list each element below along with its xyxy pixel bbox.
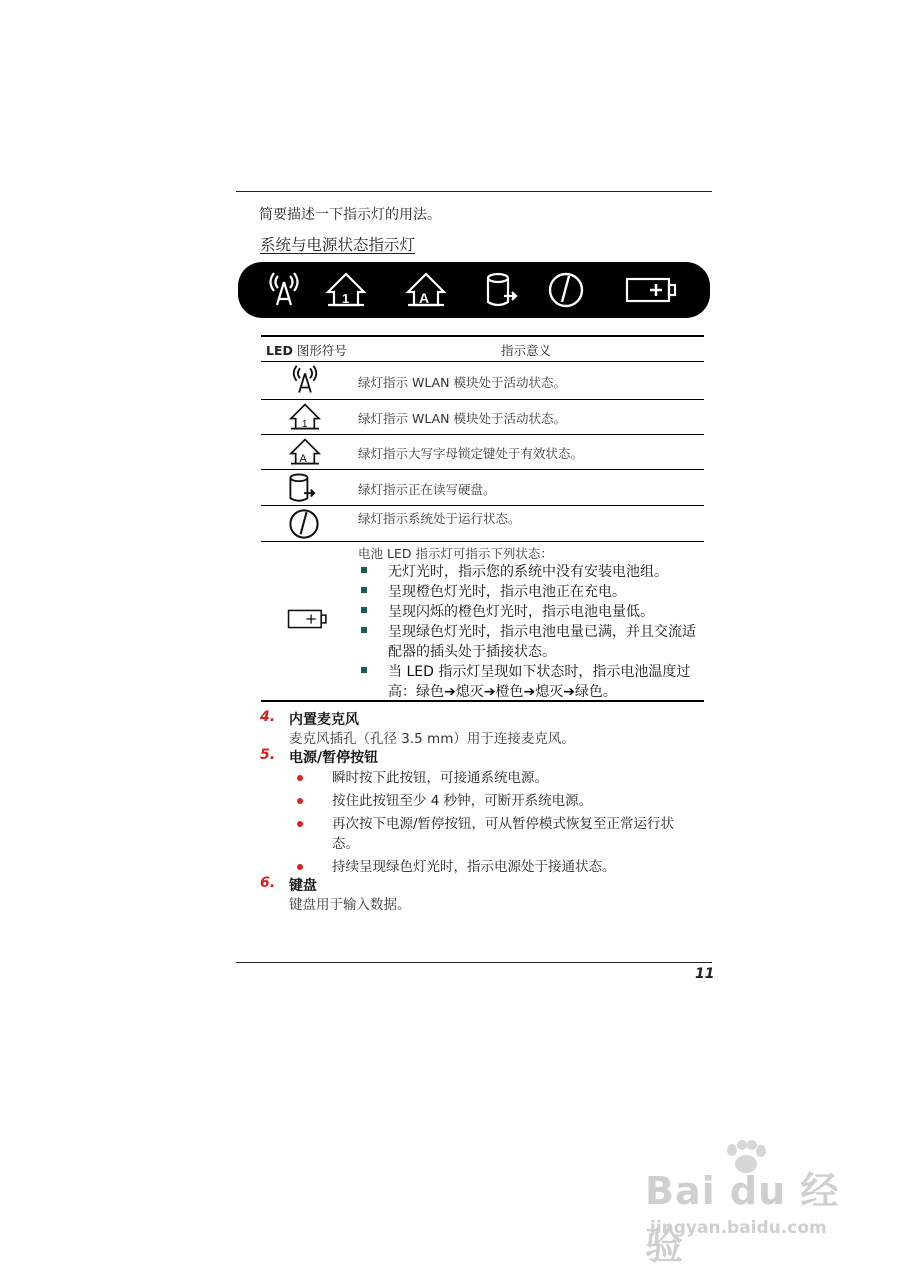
bullet-square bbox=[361, 567, 367, 573]
list-item: 呈现橙色灯光时，指示电池正在充电。 bbox=[358, 582, 703, 602]
num-lock-glyph: 1 bbox=[342, 291, 350, 306]
table-row-battery bbox=[261, 542, 704, 702]
header-col2: 指示意义 bbox=[501, 343, 552, 358]
row-desc: 绿灯指示 WLAN 模块处于活动状态。 bbox=[358, 411, 566, 426]
caps-lock-glyph: A bbox=[299, 453, 307, 466]
page-number: 11 bbox=[695, 966, 715, 982]
list-item: 按住此按钮至少 4 秒钟，可断开系统电源。 bbox=[296, 791, 716, 811]
list-item: 瞬时按下此按钮，可接通系统电源。 bbox=[296, 768, 716, 788]
bullet-square bbox=[361, 667, 367, 673]
list-item: 无灯光时，指示您的系统中没有安装电池组。 bbox=[358, 562, 703, 582]
bullet-square bbox=[361, 607, 367, 613]
caps-lock-icon bbox=[404, 272, 448, 308]
section-number: 4. bbox=[260, 709, 276, 725]
battery-state-list bbox=[358, 562, 703, 702]
num-lock-glyph: 1 bbox=[301, 419, 308, 431]
section-number: 6. bbox=[260, 875, 276, 891]
power-icon bbox=[287, 508, 321, 540]
list-item: 呈现绿色灯光时，指示电池电量已满，并且交流适配器的插头处于插接状态。 bbox=[358, 622, 703, 662]
num-lock-icon bbox=[287, 403, 323, 431]
hdd-activity-icon bbox=[287, 472, 321, 504]
section-text-microphone: 麦克风插孔（孔径 3.5 mm）用于连接麦克风。 bbox=[289, 731, 575, 747]
bullet-dot bbox=[297, 864, 303, 870]
battery-intro: 电池 LED 指示灯可指示下列状态： bbox=[358, 546, 553, 561]
power-button-list bbox=[296, 768, 716, 880]
list-item: 当 LED 指示灯呈现如下状态时，指示电池温度过高：绿色➔熄灭➔橙色➔熄灭➔绿色。 bbox=[358, 662, 703, 702]
list-item: 持续呈现绿色灯光时，指示电源处于接通状态。 bbox=[296, 857, 716, 877]
bullet-dot bbox=[297, 775, 303, 781]
row-desc: 绿灯指示 WLAN 模块处于活动状态。 bbox=[358, 375, 566, 390]
bottom-rule bbox=[236, 962, 712, 963]
list-item: 再次按下电源/暂停按钮，可从暂停模式恢复至正常运行状态。 bbox=[296, 814, 716, 854]
row-desc: 绿灯指示正在读写硬盘。 bbox=[358, 482, 496, 497]
intro-text: 简要描述一下指示灯的用法。 bbox=[259, 207, 441, 223]
watermark-url: jingyan.baidu.com bbox=[650, 1218, 827, 1238]
section-title: 系统与电源状态指示灯 bbox=[260, 236, 416, 254]
section-heading-power-button: 电源/暂停按钮 bbox=[289, 750, 379, 766]
top-rule bbox=[236, 191, 712, 192]
header-col1: LED 图形符号 bbox=[266, 343, 347, 358]
bullet-dot bbox=[297, 798, 303, 804]
table-row bbox=[261, 506, 704, 542]
wlan-antenna-icon bbox=[287, 365, 323, 395]
section-number: 5. bbox=[260, 747, 276, 763]
caps-lock-icon bbox=[287, 438, 323, 466]
table-row bbox=[261, 435, 704, 470]
bullet-square bbox=[361, 587, 367, 593]
row-desc: 绿灯指示大写字母锁定键处于有效状态。 bbox=[358, 446, 584, 461]
bullet-dot bbox=[297, 821, 303, 827]
led-table bbox=[261, 335, 704, 702]
num-lock-icon bbox=[324, 272, 368, 308]
bullet-square bbox=[361, 627, 367, 633]
table-header bbox=[261, 335, 704, 362]
battery-icon bbox=[624, 272, 680, 308]
table-row bbox=[261, 362, 704, 400]
table-row bbox=[261, 470, 704, 506]
battery-icon bbox=[283, 605, 333, 633]
section-heading-microphone: 内置麦克风 bbox=[289, 712, 359, 728]
indicator-icon-bar bbox=[238, 262, 710, 318]
row-desc: 绿灯指示系统处于运行状态。 bbox=[358, 511, 521, 526]
power-icon bbox=[546, 272, 586, 308]
watermark-brand: Bai du 经验 bbox=[645, 1169, 840, 1268]
list-item: 呈现闪烁的橙色灯光时，指示电池电量低。 bbox=[358, 602, 703, 622]
section-heading-keyboard: 键盘 bbox=[289, 878, 317, 894]
watermark bbox=[640, 1140, 855, 1268]
section-text-keyboard: 键盘用于输入数据。 bbox=[289, 897, 411, 913]
caps-lock-glyph: A bbox=[419, 290, 430, 306]
wlan-antenna-icon bbox=[264, 272, 304, 308]
hdd-activity-icon bbox=[484, 272, 524, 308]
table-row bbox=[261, 400, 704, 435]
